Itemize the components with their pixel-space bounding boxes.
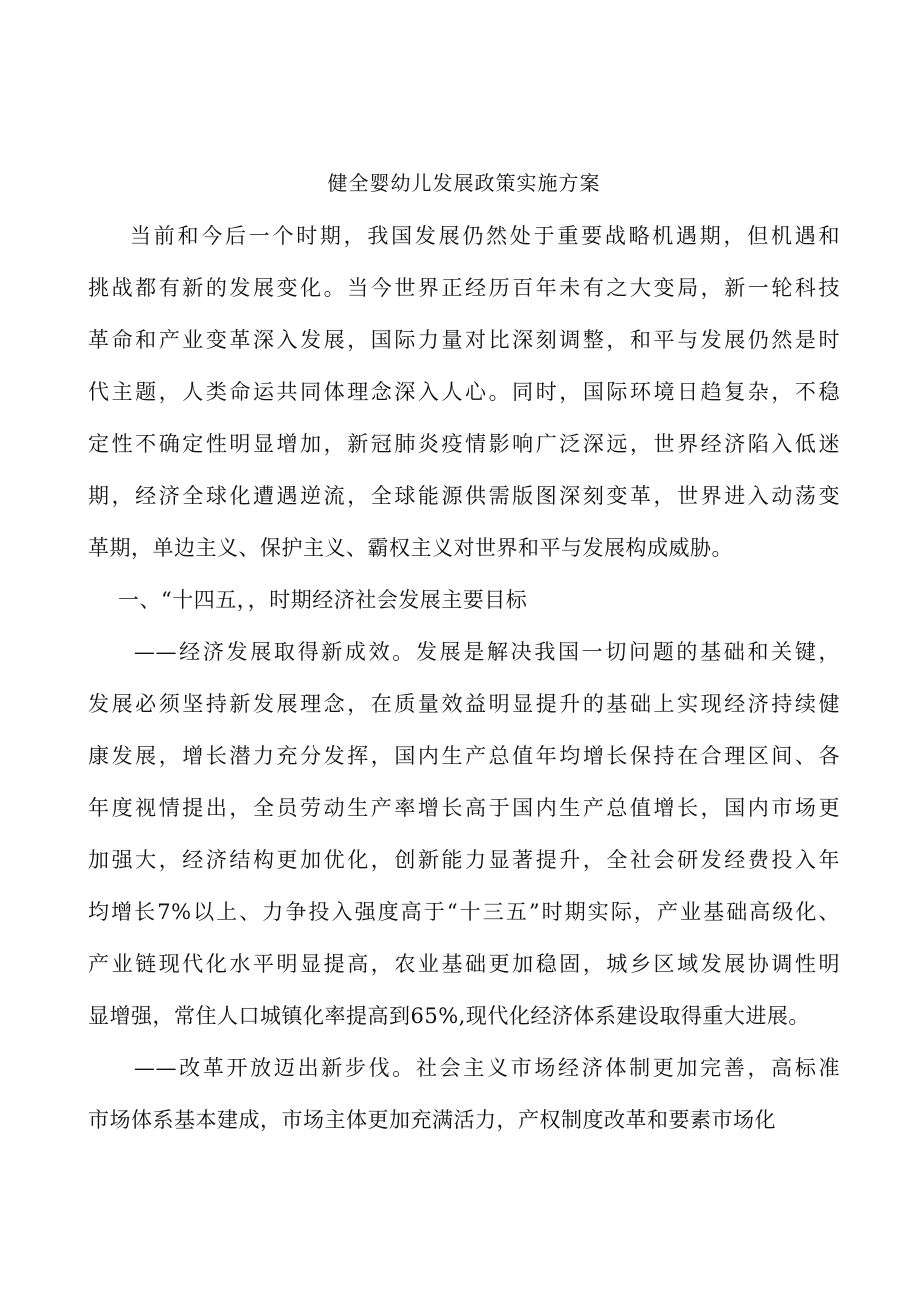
paragraph <box>88 1042 840 1146</box>
section-heading <box>88 574 840 626</box>
text-line: 革命和产业变革深入发展，国际力量对比深刻调整，和平与发展仍然是时 <box>88 328 840 352</box>
text-line: 当前和今后一个时期，我国发展仍然处于重要战略机遇期，但机遇和 <box>130 224 840 248</box>
text-line: 代主题，人类命运共同体理念深入人心。同时，国际环境日趋复杂，不稳 <box>88 380 840 404</box>
paragraph <box>88 210 840 574</box>
text-line: 一、“十四五，，时期经济社会发展主要目标 <box>118 588 528 612</box>
text-line: 市场体系基本建成，市场主体更加充满活力，产权制度改革和要素市场化 <box>88 1108 776 1132</box>
text-line: 定性不确定性明显增加，新冠肺炎疫情影响广泛深远，世界经济陷入低迷 <box>88 432 840 456</box>
text-line: 年度视情提出，全员劳动生产率增长高于国内生产总值增长，国内市场更 <box>88 796 840 820</box>
text-line: 显增强，常住人口城镇化率提高到65%,现代化经济体系建设取得重大进展。 <box>88 1004 810 1028</box>
text-line: 均增长7%以上、力争投入强度高于“十三五”时期实际，产业基础高级化、 <box>88 900 840 924</box>
text-line: 期，经济全球化遭遇逆流，全球能源供需版图深刻变革，世界进入动荡变 <box>88 484 840 508</box>
text-line: ——改革开放迈出新步伐。社会主义市场经济体制更加完善，高标准 <box>134 1056 840 1080</box>
paragraph <box>88 626 840 1042</box>
text-line: 康发展，增长潜力充分发挥，国内生产总值年均增长保持在合理区间、各 <box>88 744 840 768</box>
document-title: 健全婴幼儿发展政策实施方案 <box>327 171 601 195</box>
document-page <box>88 168 840 1146</box>
document-body <box>88 210 840 1146</box>
text-line: 革期，单边主义、保护主义、霸权主义对世界和平与发展构成威胁。 <box>88 536 733 560</box>
text-line: 产业链现代化水平明显提高，农业基础更加稳固，城乡区域发展协调性明 <box>88 952 840 976</box>
text-line: 发展必须坚持新发展理念，在质量效益明显提升的基础上实现经济持续健 <box>88 692 840 716</box>
text-line: 挑战都有新的发展变化。当今世界正经历百年未有之大变局，新一轮科技 <box>88 276 840 300</box>
text-line: 加强大，经济结构更加优化，创新能力显著提升，全社会研发经费投入年 <box>88 848 840 872</box>
text-line: ——经济发展取得新成效。发展是解决我国一切问题的基础和关键， <box>134 640 840 664</box>
